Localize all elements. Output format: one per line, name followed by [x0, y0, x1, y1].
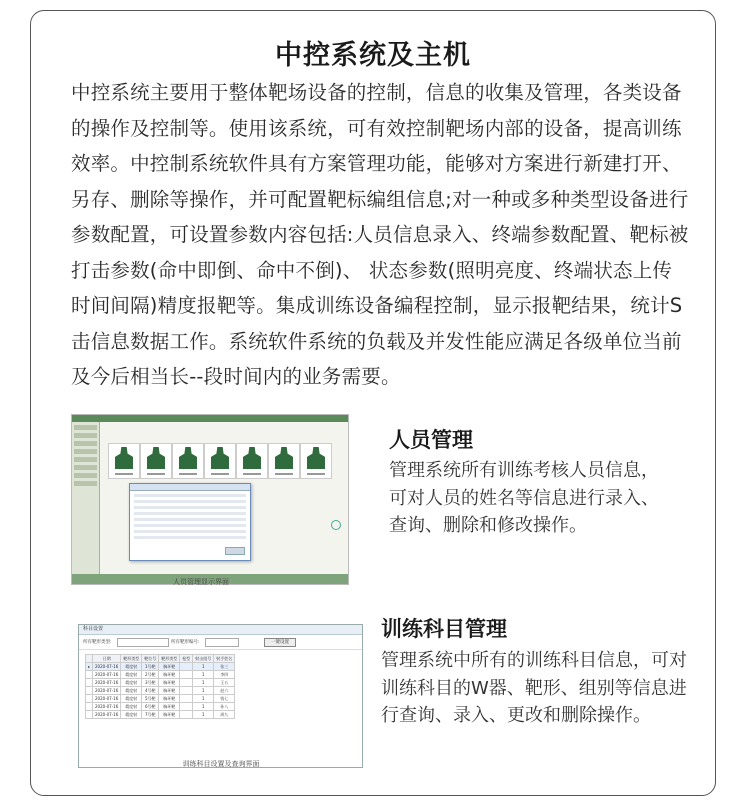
table-cell: 钱七	[214, 695, 235, 703]
row-marker	[86, 695, 93, 703]
row-marker	[86, 687, 93, 695]
table-row[interactable]	[86, 679, 235, 687]
table-cell: 胸环靶	[159, 711, 180, 719]
app-title-bar	[72, 415, 348, 422]
target-tile	[172, 443, 204, 479]
table-header-cell: 靶位号	[142, 655, 159, 663]
app-sidebar	[72, 422, 100, 574]
table-cell: 4号靶	[142, 687, 159, 695]
table-cell: 1	[193, 695, 214, 703]
page-title: 中控系统及主机	[275, 40, 471, 71]
table-row[interactable]	[86, 703, 235, 711]
table-cell: 2020-07-16	[93, 671, 121, 679]
filter-type-select[interactable]	[117, 638, 169, 647]
target-tile	[140, 443, 172, 479]
section-heading-personnel: 人员管理	[389, 428, 473, 452]
table-cell: 精度射	[121, 711, 142, 719]
table-cell: 7号靶	[142, 711, 159, 719]
row-marker	[86, 711, 93, 719]
filter-bar	[79, 635, 362, 650]
table-header-cell: 靶形类型	[121, 655, 142, 663]
target-tile	[268, 443, 300, 479]
table-cell: 1	[193, 663, 214, 671]
table-header-cell	[86, 655, 93, 663]
filter-number-label: 所有靶形编号:	[171, 640, 200, 645]
row-marker: ▸	[86, 663, 93, 671]
table-cell: 精度射	[121, 687, 142, 695]
section-text-training: 管理系统中所有的训练科目信息，可对训练科目的W器、靶形、组别等信息进行查询、录入、更改和删除操作。	[381, 650, 687, 726]
table-cell: 5号靶	[142, 695, 159, 703]
table-row[interactable]	[86, 671, 235, 679]
table-cell: 2号靶	[142, 671, 159, 679]
window-title: 科目设置	[79, 625, 362, 635]
table-cell: 李四	[214, 671, 235, 679]
table-cell: 胸环靶	[159, 671, 180, 679]
table-cell: 1	[193, 711, 214, 719]
table-cell: 6号靶	[142, 703, 159, 711]
table-cell: 王五	[214, 679, 235, 687]
table-cell: 2020-07-16	[93, 663, 121, 671]
table-cell: 1号靶	[142, 663, 159, 671]
table-cell: 1	[193, 679, 214, 687]
target-tile	[300, 443, 332, 479]
table-cell: 胸环靶	[159, 703, 180, 711]
screenshot-caption: 训练科目设置及查询界面	[182, 760, 260, 768]
table-cell	[180, 695, 193, 703]
target-tile	[204, 443, 236, 479]
table-cell	[180, 687, 193, 695]
table-cell: 2020-07-16	[93, 687, 121, 695]
table-cell: 2020-07-16	[93, 711, 121, 719]
row-marker	[86, 671, 93, 679]
screenshot-caption: 人员管理显示界面	[173, 578, 229, 586]
table-header-cell: 日期	[93, 655, 121, 663]
table-cell: 3号靶	[142, 679, 159, 687]
one-key-set-button[interactable]: 一键设置	[264, 638, 296, 647]
section-heading-training: 训练科目管理	[381, 617, 507, 641]
table-row[interactable]	[86, 663, 235, 671]
table-cell: 2020-07-16	[93, 703, 121, 711]
table-cell: 胸环靶	[159, 695, 180, 703]
table-cell: 1	[193, 687, 214, 695]
table-cell: 精度射	[121, 695, 142, 703]
personnel-management-screenshot	[71, 414, 349, 585]
table-cell: 精度射	[121, 679, 142, 687]
table-cell	[180, 711, 193, 719]
table-cell: 胸环靶	[159, 663, 180, 671]
intro-paragraph: 中控系统主要用于整体靶场设备的控制，信息的收集及管理，各类设备的操作及控制等。使用该系统，可有效控制靶场内部的设备，提高训练效率。中控制系统软件具有方案管理功能，能够对方案进行新建打开、另存、删除等操作，并可配置靶标编组信息;对一种或多种类型设备进行参数配置，可设置参数内容包括:人员信息录入、终端参数配置、靶标被打击参数(命中即倒、命中不倒)、 状态参数(照明亮度、终端状态上传时间间隔)精度报靶等。集成训练设备编程控制，显示报靶结果，统计S击信息数据工作。系统软件系统的负载及并发性能应满足各级单位当前及今后相当长--段时间内的业务需要。	[71, 81, 689, 388]
table-cell: 2020-07-16	[93, 679, 121, 687]
filter-type-label: 所有靶形类型:	[83, 640, 112, 645]
table-cell	[180, 679, 193, 687]
table-cell: 精度射	[121, 703, 142, 711]
subjects-table	[85, 654, 235, 719]
table-cell: 赵六	[214, 687, 235, 695]
table-cell	[180, 703, 193, 711]
content-card	[30, 10, 716, 796]
table-cell	[180, 671, 193, 679]
filter-number-input[interactable]	[205, 638, 239, 647]
table-cell: 精度射	[121, 671, 142, 679]
table-cell: 精度射	[121, 663, 142, 671]
table-cell: 2020-07-16	[93, 695, 121, 703]
table-row[interactable]	[86, 687, 235, 695]
table-cell: 1	[193, 671, 214, 679]
table-row[interactable]	[86, 695, 235, 703]
table-cell: 胸环靶	[159, 687, 180, 695]
table-header-cell: 靶形类型	[159, 655, 180, 663]
section-text-personnel: 管理系统所有训练考核人员信息，可对人员的姓名等信息进行录入、查询、删除和修改操作。	[389, 460, 659, 536]
target-tile	[108, 443, 140, 479]
table-cell	[180, 663, 193, 671]
row-marker	[86, 703, 93, 711]
table-cell: 孙八	[214, 703, 235, 711]
personnel-dialog	[129, 483, 251, 561]
training-subject-screenshot	[78, 624, 363, 768]
row-marker	[86, 679, 93, 687]
table-header-cell: 枪型	[180, 655, 193, 663]
table-header-cell: 射击组号	[193, 655, 214, 663]
table-cell: 1	[193, 703, 214, 711]
table-cell: 胸环靶	[159, 679, 180, 687]
table-header-cell: 射手姓名	[214, 655, 235, 663]
table-cell: 张三	[214, 663, 235, 671]
target-tile	[236, 443, 268, 479]
table-cell: 周九	[214, 711, 235, 719]
refresh-icon	[331, 520, 341, 530]
table-row[interactable]	[86, 711, 235, 719]
